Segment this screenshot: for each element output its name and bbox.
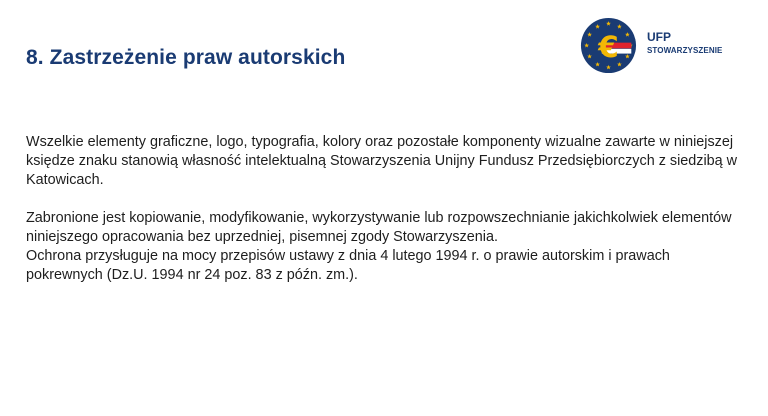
page-title: 8. Zastrzeżenie praw autorskich: [26, 46, 346, 69]
paragraph-ownership: Wszelkie elementy graficzne, logo, typografia, kolory oraz pozostałe komponenty wizualne zawarte w niniejszej księdze znaku stanowią własność intelektualną Stowarzyszenia Unijny Fundusz Przedsiębiorczych z siedzibą w Katowicach.: [26, 134, 738, 188]
copyright-notice: [26, 133, 746, 285]
paragraph-prohibition: Zabronione jest kopiowanie, modyfikowanie, wykorzystywanie lub rozpowszechnianie jakichkolwiek elementów niniejszego opracowania bez uprzedniej, pisemnej zgody Stowarzyszenia.: [26, 210, 732, 245]
eu-stars-euro-icon: [580, 17, 637, 74]
ufp-logo: [580, 16, 750, 76]
paragraph-legal-basis: Ochrona przysługuje na mocy przepisów ustawy z dnia 4 lutego 1994 r. o prawie autorskim i prawach pokrewnych (Dz.U. 1994 nr 24 poz. 83 z późn. zm.).: [26, 248, 670, 283]
paragraph-gap: [26, 190, 746, 209]
logo-subtitle: STOWARZYSZENIE: [647, 46, 723, 55]
svg-text:€: €: [598, 29, 619, 64]
logo-name: UFP: [647, 30, 671, 44]
